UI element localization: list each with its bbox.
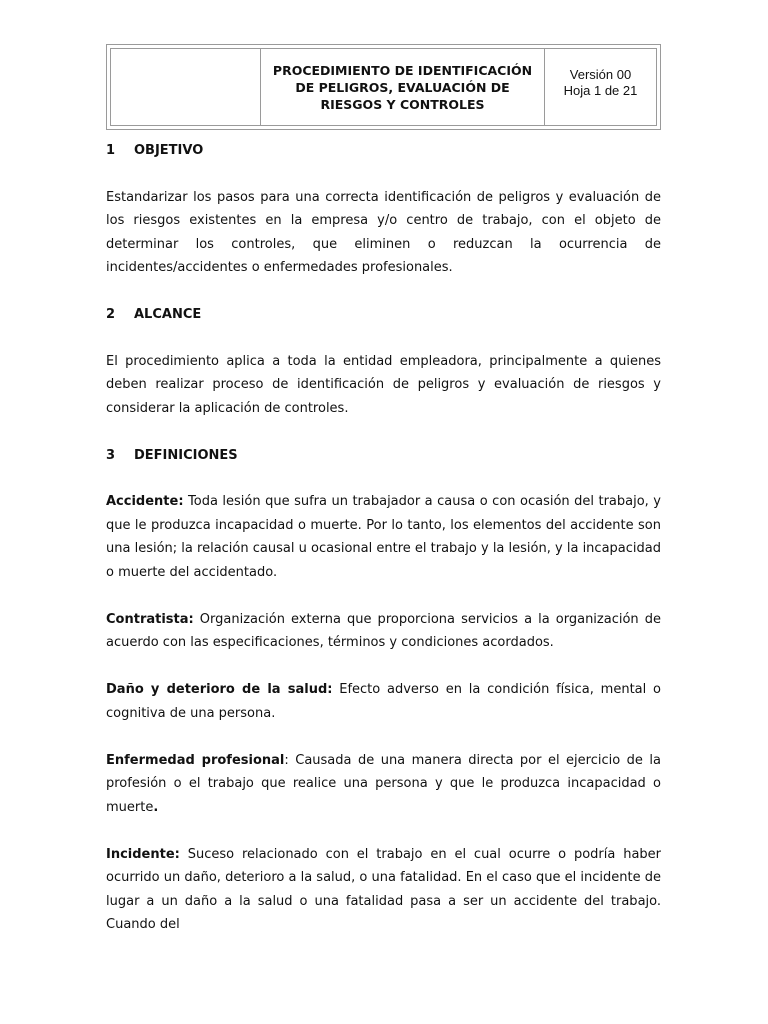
section-number: 3 — [106, 447, 116, 463]
definition-text: Suceso relacionado con el trabajo en el cual ocurre o podría haber ocurrido un daño, deterioro a la salud, o una fatalidad. En el caso que el incidente de lugar a un daño a la salud o una fatalidad pasa a ser un accidente del trabajo. Cuando del — [106, 846, 661, 932]
section-number: 1 — [106, 143, 116, 158]
section-title: OBJETIVO — [134, 143, 204, 158]
version-label: Versión 00 — [569, 67, 632, 82]
section-title: ALCANCE — [134, 307, 202, 322]
definition-end-mark: . — [153, 799, 159, 815]
definition-text: Efecto adverso en la condición física, mental o cognitiva de una persona. — [106, 682, 661, 721]
definition-term: Contratista: — [106, 611, 194, 627]
definition-accidente — [106, 490, 661, 584]
section-title: DEFINICIONES — [134, 447, 238, 463]
definition-dano-deterioro — [106, 678, 661, 725]
definition-enfermedad-profesional — [106, 749, 661, 820]
definition-text: Organización externa que proporciona servicios a la organización de acuerdo con las especificaciones, términos y condiciones acordados. — [106, 611, 661, 650]
section-heading-objetivo — [106, 139, 661, 163]
definition-incidente — [106, 843, 661, 937]
definition-contratista — [106, 608, 661, 655]
logo-cell — [111, 49, 261, 125]
definition-term: Accidente: — [106, 494, 184, 509]
section-number: 2 — [106, 307, 116, 322]
definition-text: : Causada de una manera directa por el ejercicio de la profesión o el trabajo que realice una persona y que le produzca incapacidad o muerte — [106, 752, 661, 815]
definition-term: Enfermedad profesional — [106, 752, 285, 768]
header-inner-frame — [110, 48, 657, 126]
objetivo-paragraph: Estandarizar los pasos para una correcta identificación de peligros y evaluación de los riesgos existentes en la empresa y/o centro de trabajo, con el objeto de determinar los controles, que eliminen o reduzcan la ocurrencia de incidentes/accidentes o enfermedades profesionales. — [106, 189, 661, 275]
definition-text: Toda lesión que sufra un trabajador a causa o con ocasión del trabajo, y que le produzca incapacidad o muerte. Por lo tanto, los elementos del accidente son una lesión; la relación causal u ocasional entre el trabajo y la lesión, y la incapacidad o muerte del accidentado. — [106, 494, 661, 580]
definition-term: Daño y deterioro de la salud: — [106, 682, 333, 697]
definition-term: Incidente: — [106, 846, 180, 862]
document-header — [106, 44, 661, 130]
section-heading-definiciones — [106, 444, 661, 468]
section-heading-alcance — [106, 303, 661, 327]
page-label: Hoja 1 de 21 — [563, 83, 638, 98]
document-title: PROCEDIMIENTO DE IDENTIFICACIÓN DE PELIGROS, EVALUACIÓN DE RIESGOS Y CONTROLES — [261, 49, 545, 125]
version-cell — [545, 49, 656, 125]
alcance-paragraph: El procedimiento aplica a toda la entidad empleadora, principalmente a quienes deben realizar proceso de identificación de peligros y evaluación de riesgos y considerar la aplicación de controles. — [106, 353, 661, 416]
document-body — [106, 139, 661, 937]
